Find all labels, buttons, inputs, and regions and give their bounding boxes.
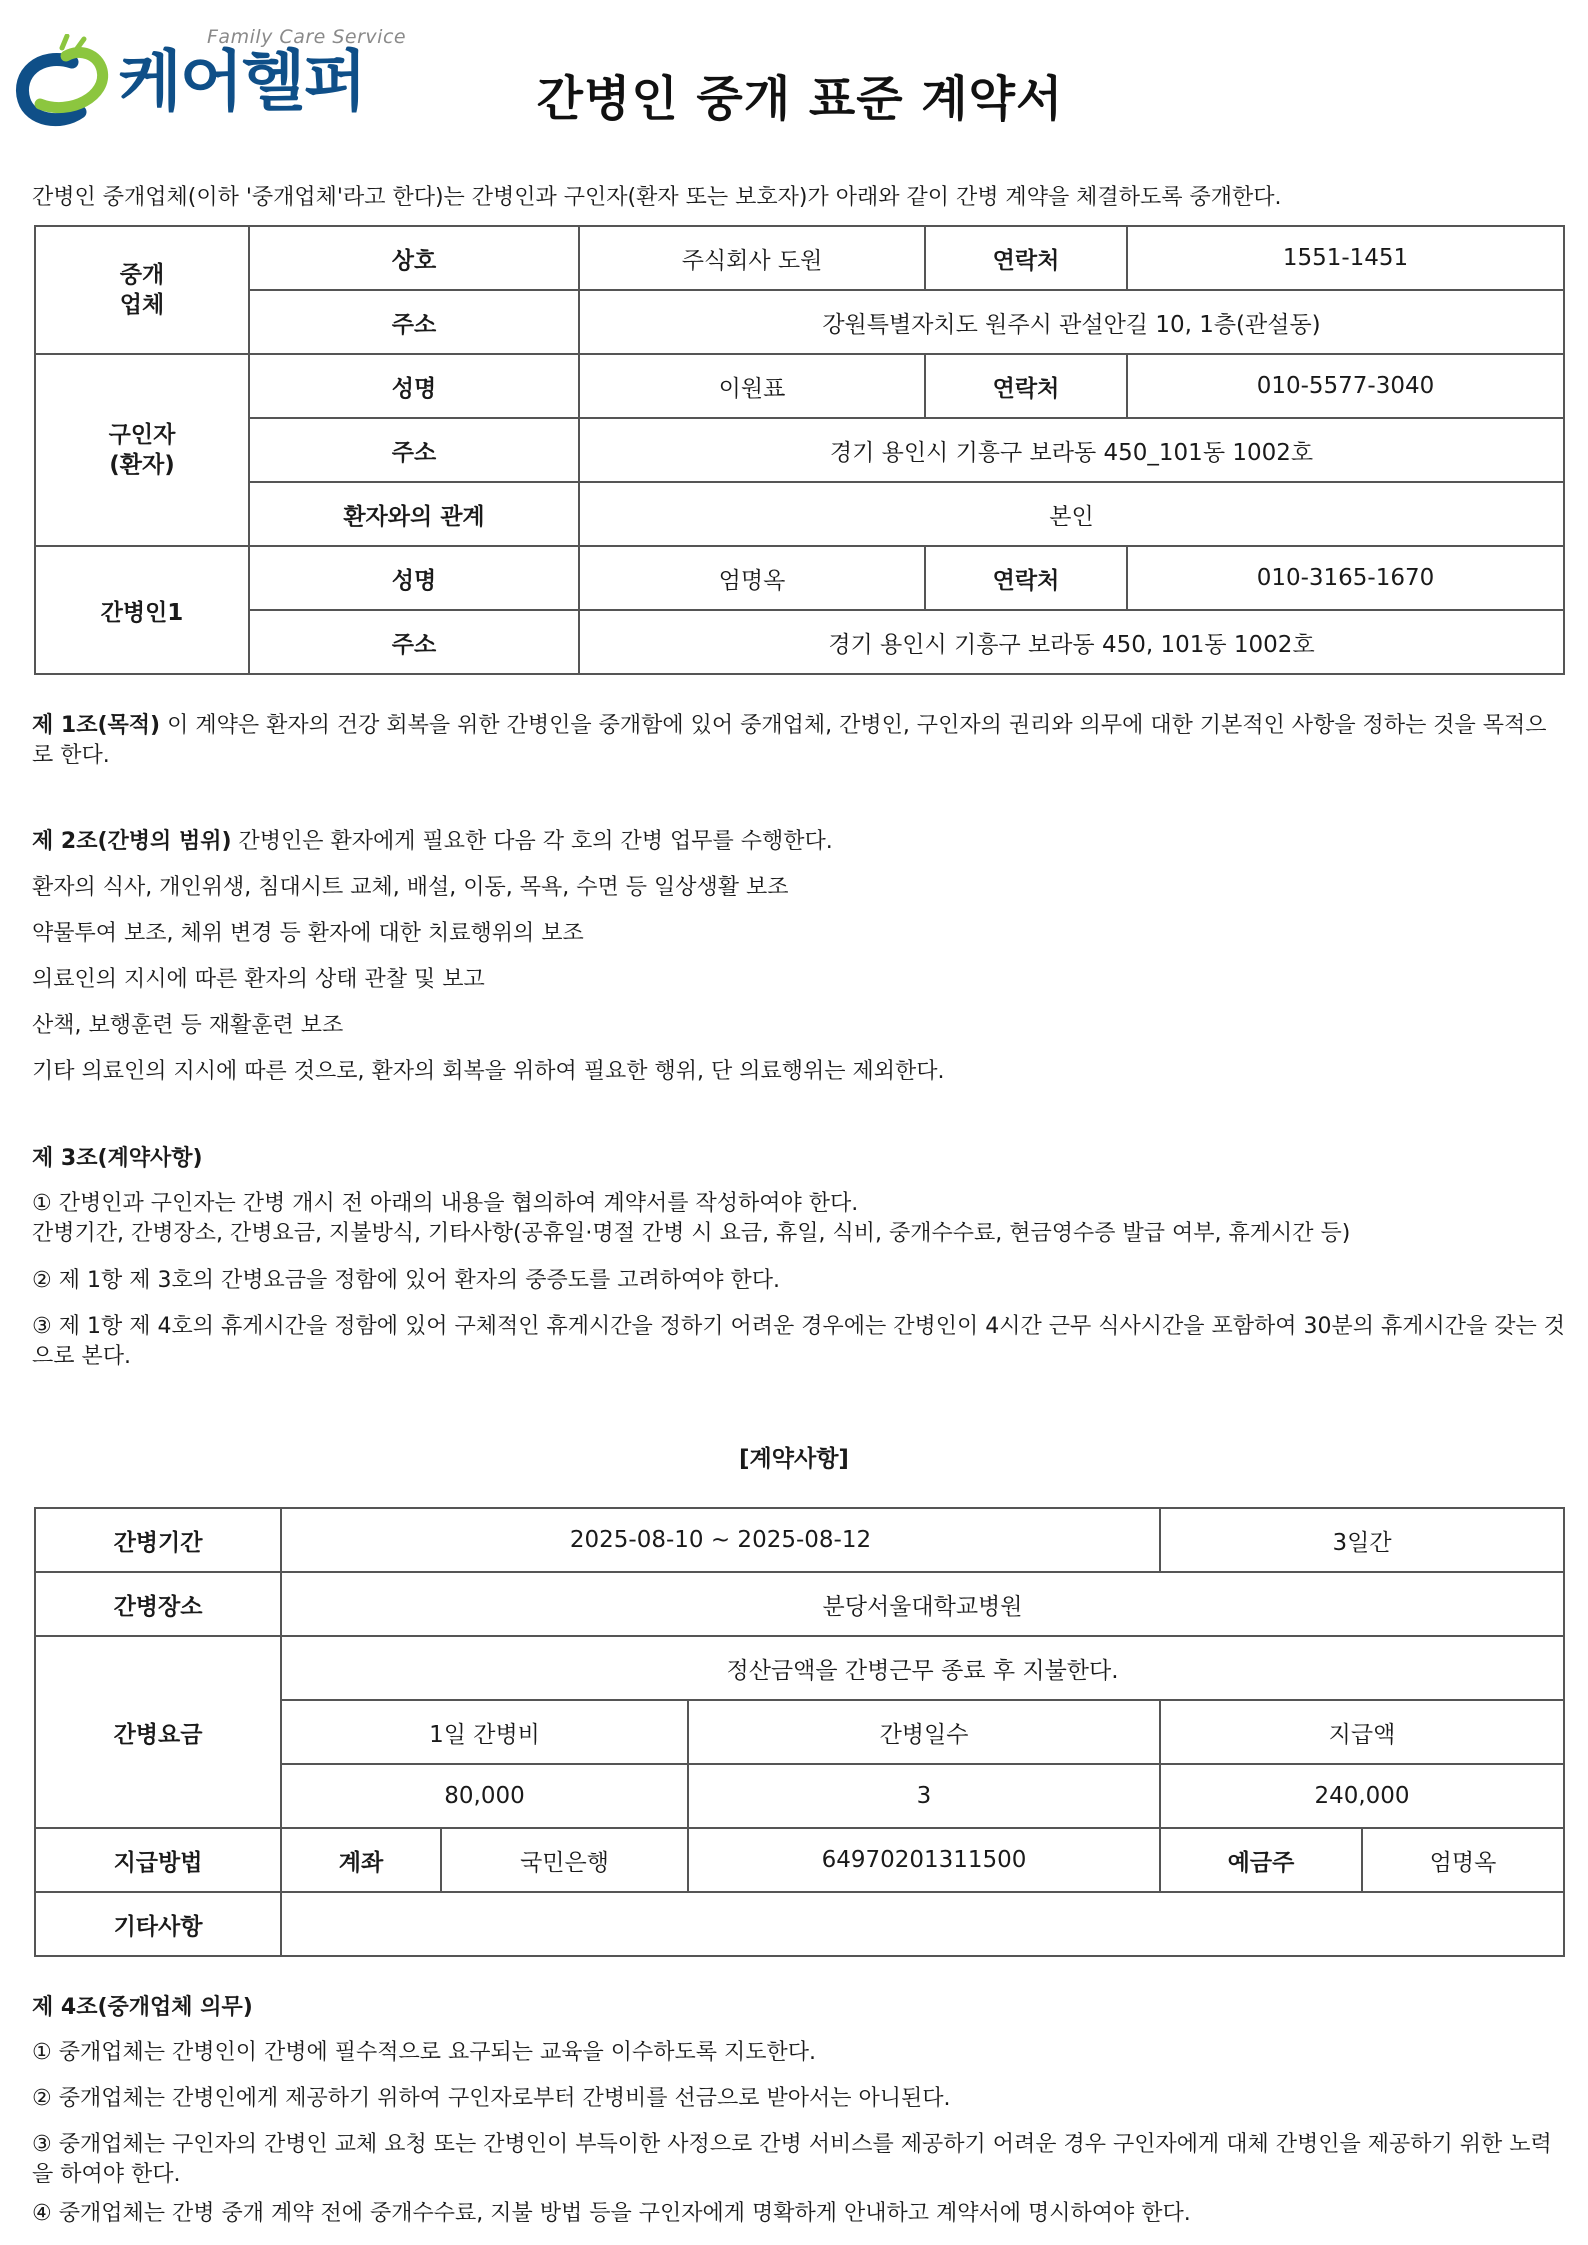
article-3-heading-text: 제 3조(계약사항) — [32, 1146, 203, 1171]
article-2-item: 의료인의 지시에 따른 환자의 상태 관찰 및 보고 — [32, 967, 485, 992]
agency-contact-label: 연락처 — [925, 226, 1127, 290]
terms-table — [34, 1507, 1565, 1957]
payment-label: 지급방법 — [35, 1828, 281, 1892]
days-value: 3 — [688, 1764, 1160, 1828]
client-address-label: 주소 — [249, 418, 579, 482]
article-2 — [32, 827, 1567, 857]
account-label: 계좌 — [281, 1828, 441, 1892]
etc-label: 기타사항 — [35, 1892, 281, 1956]
article-3-item-3: ③ 제 1항 제 4호의 휴게시간을 정함에 있어 구체적인 휴게시간을 정하기 어려운 경우에는 간병인이 4시간 근무 식사시간을 포함하여 30분의 휴게시간을 갖는 것으로 본다. — [32, 1314, 1565, 1369]
client-contact-label: 연락처 — [925, 354, 1127, 418]
logo-brand-text: 케어헬퍼 — [118, 43, 366, 120]
client-contact: 010-5577-3040 — [1127, 354, 1564, 418]
client-relation-label: 환자와의 관계 — [249, 482, 579, 546]
bank-name: 국민은행 — [441, 1828, 688, 1892]
company-logo — [10, 22, 410, 132]
period-days: 3일간 — [1160, 1508, 1564, 1572]
intro-text: 간병인 중개업체(이하 '중개업체'라고 한다)는 간병인과 구인자(환자 또는 보호자)가 아래와 같이 간병 계약을 체결하도록 중개한다. — [32, 185, 1282, 210]
article-3-item-1-text: ① 간병인과 구인자는 간병 개시 전 아래의 내용을 협의하여 계약서를 작성하여야 한다. — [32, 1191, 859, 1216]
article-4-item: ② 중개업체는 간병인에게 제공하기 위하여 구인자로부터 간병비를 선금으로 받아서는 아니된다. — [32, 2086, 951, 2111]
agency-name: 주식회사 도원 — [579, 226, 925, 290]
total-label: 지급액 — [1160, 1700, 1564, 1764]
article-1-heading: 제 1조(목적) — [32, 713, 161, 738]
parties-table — [34, 225, 1565, 675]
days-label: 간병일수 — [688, 1700, 1160, 1764]
etc-value — [281, 1892, 1564, 1956]
article-2-item: 산책, 보행훈련 등 재활훈련 보조 — [32, 1013, 344, 1038]
agency-address-label: 주소 — [249, 290, 579, 354]
article-4-heading — [32, 1993, 1567, 2023]
agency-contact: 1551-1451 — [1127, 226, 1564, 290]
logo-mark-icon — [10, 34, 120, 134]
logo-tagline: Family Care Service — [207, 26, 407, 48]
account-number: 64970201311500 — [688, 1828, 1160, 1892]
caregiver-name: 엄명옥 — [579, 546, 925, 610]
article-2-heading: 제 2조(간병의 범위) — [32, 829, 232, 854]
agency-address: 강원특별자치도 원주시 관설안길 10, 1층(관설동) — [579, 290, 1564, 354]
article-3-heading — [32, 1144, 1567, 1174]
client-name: 이원표 — [579, 354, 925, 418]
caregiver-address-label: 주소 — [249, 610, 579, 674]
agency-name-label: 상호 — [249, 226, 579, 290]
article-1-text: 이 계약은 환자의 건강 회복을 위한 간병인을 중개함에 있어 중개업체, 간병인, 구인자의 권리와 의무에 대한 기본적인 사항을 정하는 것을 목적으로 한다. — [32, 713, 1547, 768]
article-4-heading-text: 제 4조(중개업체 의무) — [32, 1995, 253, 2020]
caregiver-address: 경기 용인시 기흥구 보라동 450, 101동 1002호 — [579, 610, 1564, 674]
caregiver-contact: 010-3165-1670 — [1127, 546, 1564, 610]
daily-fee-value: 80,000 — [281, 1764, 688, 1828]
article-2-text: 간병인은 환자에게 필요한 다음 각 호의 간병 업무를 수행한다. — [231, 829, 833, 854]
holder-label: 예금주 — [1160, 1828, 1362, 1892]
holder-name: 엄명옥 — [1362, 1828, 1564, 1892]
article-3-item-1 — [32, 1189, 1567, 1249]
fee-note: 정산금액을 간병근무 종료 후 지불한다. — [281, 1636, 1564, 1700]
caregiver-contact-label: 연락처 — [925, 546, 1127, 610]
client-label: 구인자 (환자) — [35, 354, 249, 546]
caregiver-label: 간병인1 — [35, 546, 249, 674]
period-label: 간병기간 — [35, 1508, 281, 1572]
total-value: 240,000 — [1160, 1764, 1564, 1828]
article-4-item: ③ 중개업체는 구인자의 간병인 교체 요청 또는 간병인이 부득이한 사정으로 간병 서비스를 제공하기 어려운 경우 구인자에게 대체 간병인을 제공하기 위한 노력을 하여야 한다. — [32, 2132, 1552, 2187]
article-4-item: ① 중개업체는 간병인이 간병에 필수적으로 요구되는 교육을 이수하도록 지도한다. — [32, 2040, 816, 2065]
article-3-item-1-sub: 간병기간, 간병장소, 간병요금, 지불방식, 기타사항(공휴일·명절 간병 시 요금, 휴일, 식비, 중개수수료, 현금영수증 발급 여부, 휴게시간 등) — [32, 1221, 1351, 1246]
daily-fee-label: 1일 간병비 — [281, 1700, 688, 1764]
client-relation: 본인 — [579, 482, 1564, 546]
period-value: 2025-08-10 ~ 2025-08-12 — [281, 1508, 1160, 1572]
article-1 — [32, 711, 1567, 771]
article-2-item: 환자의 식사, 개인위생, 침대시트 교체, 배설, 이동, 목욕, 수면 등 일상생활 보조 — [32, 875, 789, 900]
article-2-item: 약물투여 보조, 체위 변경 등 환자에 대한 치료행위의 보조 — [32, 921, 584, 946]
caregiver-name-label: 성명 — [249, 546, 579, 610]
article-4-item: ④ 중개업체는 간병 중개 계약 전에 중개수수료, 지불 방법 등을 구인자에게 명확하게 안내하고 계약서에 명시하여야 한다. — [32, 2201, 1191, 2226]
agency-label: 중개 업체 — [35, 226, 249, 354]
terms-section-title: [계약사항] — [739, 1446, 849, 1472]
place-label: 간병장소 — [35, 1572, 281, 1636]
client-address: 경기 용인시 기흥구 보라동 450_101동 1002호 — [579, 418, 1564, 482]
document-title: 간병인 중개 표준 계약서 — [536, 71, 1064, 127]
article-2-item: 기타 의료인의 지시에 따른 것으로, 환자의 회복을 위하여 필요한 행위, 단 의료행위는 제외한다. — [32, 1059, 945, 1084]
client-name-label: 성명 — [249, 354, 579, 418]
fee-label: 간병요금 — [35, 1636, 281, 1828]
place-value: 분당서울대학교병원 — [281, 1572, 1564, 1636]
article-3-item-2: ② 제 1항 제 3호의 간병요금을 정함에 있어 환자의 중증도를 고려하여야 한다. — [32, 1268, 780, 1293]
